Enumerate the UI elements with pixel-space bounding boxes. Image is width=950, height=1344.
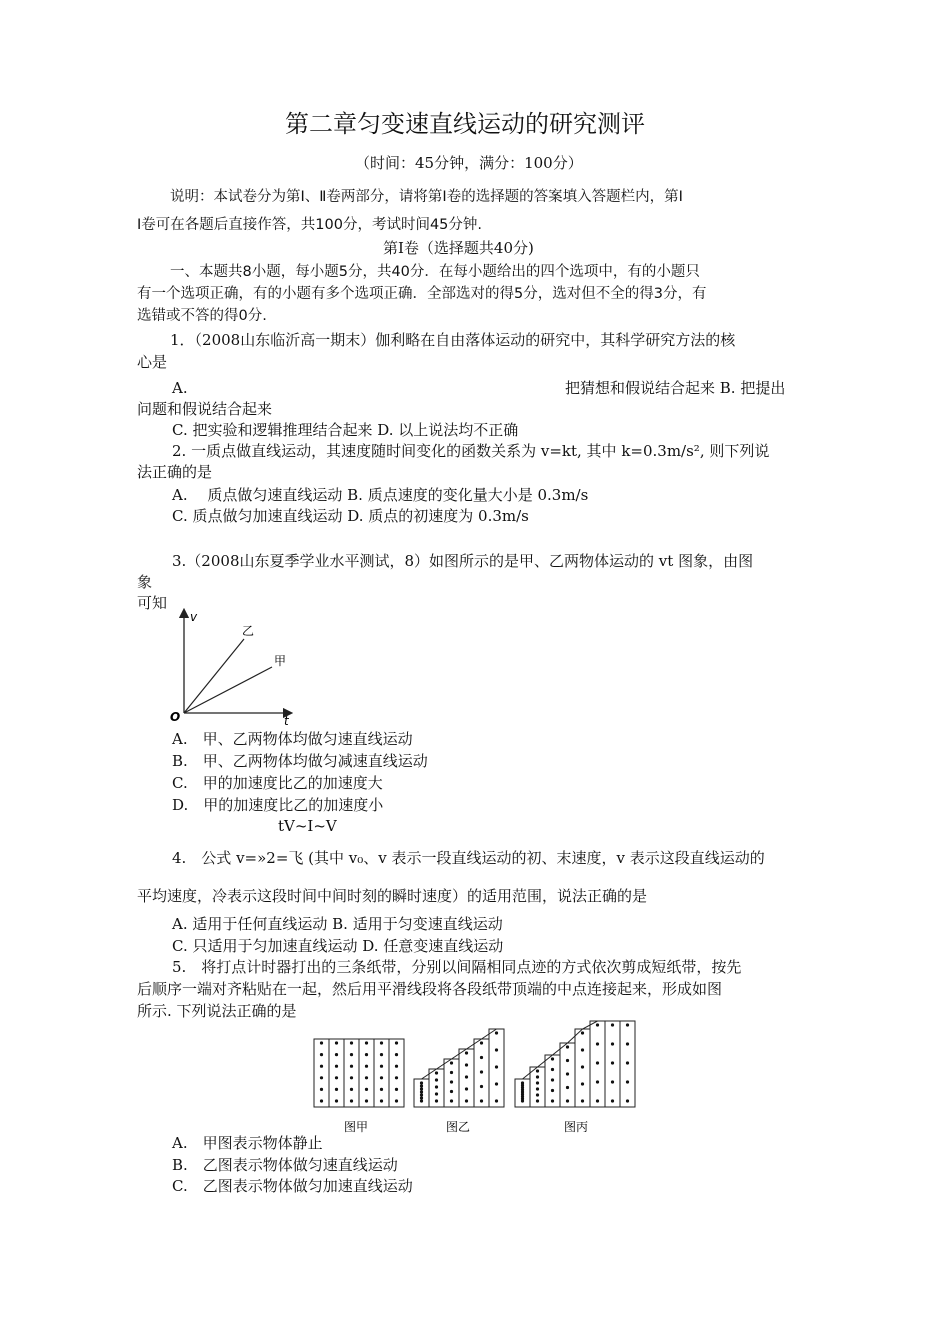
q2-option-a-b: A. 质点做匀速直线运动 B. 质点速度的变化量大小是 0.3m/s — [172, 486, 589, 504]
fig-yi-dot — [435, 1092, 438, 1095]
q3-option-a: A. 甲、乙两物体均做匀速直线运动 — [172, 730, 413, 748]
fig-jia-strip — [314, 1039, 329, 1107]
fig-bing-dot — [551, 1089, 554, 1092]
fig-yi-dot — [420, 1096, 423, 1099]
q3-formula: tV~I~V — [278, 817, 337, 835]
q3-stem-line-2: 象 — [137, 573, 153, 591]
fig-jia-strip — [329, 1039, 344, 1107]
fig-bing-dot — [521, 1081, 524, 1084]
fig-yi-dot — [420, 1081, 423, 1084]
fig-jia-dot — [350, 1053, 353, 1056]
fig-bing-dot — [611, 1099, 614, 1102]
part1-header: 第Ⅰ卷（选择题共40分) — [383, 239, 534, 257]
fig-bing-dot — [581, 1099, 584, 1102]
t-axis-label: t — [284, 714, 289, 727]
section1-line-1: 一、本题共8小题，每小题5分，共40分．在每小题给出的四个选项中，有的小题只 — [170, 264, 700, 280]
fig-jia-dot — [335, 1076, 338, 1079]
q1-option-a-b: 把猜想和假说结合起来 B. 把提出 — [565, 379, 786, 397]
fig-jia-dot — [350, 1076, 353, 1079]
fig-jia-dot — [365, 1076, 368, 1079]
fig-yi-dot — [495, 1048, 498, 1051]
fig-jia-dot — [365, 1099, 368, 1102]
fig-jia-dot — [350, 1065, 353, 1068]
line-jia-label: 甲 — [274, 654, 287, 668]
fig-yi-dot — [435, 1071, 438, 1074]
fig-yi-dot — [495, 1065, 498, 1068]
line-yi — [184, 639, 244, 713]
fig-bing-dot — [536, 1075, 539, 1078]
fig-yi-dot — [480, 1099, 483, 1102]
q5-option-b: B. 乙图表示物体做匀速直线运动 — [172, 1156, 398, 1174]
q2-stem-line-2: 法正确的是 — [137, 463, 213, 481]
fig-bing-dot — [581, 1082, 584, 1085]
fig-jia-dot — [320, 1088, 323, 1091]
fig-yi-dot — [480, 1056, 483, 1059]
fig-bing-dot — [611, 1080, 614, 1083]
fig-bing-dot — [566, 1099, 569, 1102]
q1-option-c-d: C. 把实验和逻辑推理结合起来 D. 以上说法均不正确 — [172, 421, 519, 439]
q5-option-c: C. 乙图表示物体做匀加速直线运动 — [172, 1177, 413, 1195]
fig-bing-dot — [626, 1080, 629, 1083]
fig-jia-dot — [350, 1041, 353, 1044]
q1-option-a-b-cont: 问题和假说结合起来 — [137, 400, 273, 418]
fig-jia-dot — [380, 1088, 383, 1091]
fig-jia-dot — [395, 1099, 398, 1102]
fig-bing-dot — [566, 1045, 569, 1048]
line-yi-label: 乙 — [242, 624, 255, 638]
fig-jia-dot — [320, 1041, 323, 1044]
fig-bing-dot — [596, 1080, 599, 1083]
subtitle: （时间：45分钟，满分：100分） — [355, 154, 583, 172]
fig-yi-dot — [495, 1082, 498, 1085]
fig-jia-dot — [380, 1041, 383, 1044]
fig-yi-dot — [495, 1099, 498, 1102]
fig-jia-dot — [365, 1088, 368, 1091]
fig-bing-dot — [626, 1042, 629, 1045]
fig-bing-dot — [551, 1078, 554, 1081]
fig-bing-dot — [596, 1023, 599, 1026]
fig-bing-dot — [611, 1061, 614, 1064]
fig-bing-dot — [566, 1086, 569, 1089]
fig-yi-dot — [420, 1087, 423, 1090]
fig-jia-dot — [365, 1065, 368, 1068]
fig-yi-dot — [435, 1085, 438, 1088]
fig-jia-dot — [335, 1065, 338, 1068]
fig-bing-dot — [581, 1048, 584, 1051]
fig-jia-label: 图甲 — [344, 1120, 369, 1134]
fig-yi-dot — [450, 1061, 453, 1064]
fig-bing-dot — [536, 1099, 539, 1102]
fig-yi-dot — [480, 1070, 483, 1073]
fig-jia-dot — [335, 1088, 338, 1091]
fig-jia-dot — [380, 1099, 383, 1102]
fig-bing-dot — [566, 1059, 569, 1062]
fig-bing-dot — [596, 1042, 599, 1045]
fig-bing-dot — [566, 1072, 569, 1075]
fig-jia-strip — [359, 1039, 374, 1107]
q2-stem-line-1: 2. 一质点做直线运动，其速度随时间变化的函数关系为 v=kt, 其中 k=0.3m/s², 则下列说 — [172, 442, 770, 460]
fig-bing-dot — [551, 1057, 554, 1060]
fig-jia-dot — [365, 1053, 368, 1056]
fig-yi-dot — [420, 1093, 423, 1096]
fig-jia-dot — [395, 1088, 398, 1091]
q4-option-a-b: A. 适用于任何直线运动 B. 适用于匀变速直线运动 — [172, 915, 503, 933]
fig-bing-dot — [626, 1023, 629, 1026]
fig-jia-dot — [335, 1041, 338, 1044]
fig-jia-dot — [335, 1099, 338, 1102]
fig-bing-label: 图丙 — [564, 1120, 589, 1134]
fig-jia-dot — [320, 1076, 323, 1079]
fig-yi-dot — [480, 1041, 483, 1044]
fig-yi-dot — [480, 1085, 483, 1088]
q5-stem-line-1: 5. 将打点计时器打出的三条纸带，分别以间隔相同点迹的方式依次剪成短纸带，按先 — [172, 958, 742, 976]
q4-stem-line-2: 平均速度，冷表示这段时间中间时刻的瞬时速度）的适用范围，说法正确的是 — [137, 887, 648, 905]
fig-yi-dot — [420, 1090, 423, 1093]
q5-option-a: A. 甲图表示物体静止 — [172, 1134, 323, 1152]
origin-label: O — [170, 710, 181, 724]
q4-option-c-d: C. 只适用于匀加速直线运动 D. 任意变速直线运动 — [172, 937, 504, 955]
fig-jia-dot — [350, 1099, 353, 1102]
fig-yi-dot — [450, 1071, 453, 1074]
q3-option-b: B. 甲、乙两物体均做匀减速直线运动 — [172, 752, 428, 770]
q3-stem-line-3: 可知 — [137, 594, 168, 612]
fig-yi-dot — [465, 1075, 468, 1078]
fig-yi-dot — [435, 1078, 438, 1081]
fig-jia-dot — [395, 1041, 398, 1044]
fig-yi-dot — [465, 1099, 468, 1102]
fig-bing-dot — [626, 1099, 629, 1102]
fig-jia-dot — [380, 1053, 383, 1056]
fig-yi-dot — [450, 1099, 453, 1102]
q1-stem-line-1: 1．（2008山东临沂高一期末）伽利略在自由落体运动的研究中，其科学研究方法的核 — [170, 331, 736, 349]
fig-bing-dot — [551, 1068, 554, 1071]
fig-bing-dot — [536, 1087, 539, 1090]
q1-option-a-label: A. — [172, 379, 188, 397]
q2-option-c-d: C. 质点做匀加速直线运动 D. 质点的初速度为 0.3m/s — [172, 507, 529, 525]
fig-jia-dot — [335, 1053, 338, 1056]
q1-stem-line-2: 心是 — [137, 353, 168, 371]
q3-stem-line-1: 3.（2008山东夏季学业水平测试，8）如图所示的是甲、乙两物体运动的 vt 图象，由图 — [172, 552, 754, 570]
fig-bing-dot — [536, 1069, 539, 1072]
fig-yi-dot — [465, 1051, 468, 1054]
v-axis-label: v — [190, 610, 198, 624]
fig-jia-dot — [380, 1076, 383, 1079]
fig-bing-dot — [596, 1061, 599, 1064]
fig-yi-dot — [495, 1031, 498, 1034]
fig-jia-dot — [380, 1065, 383, 1068]
q5-tape-figures — [300, 1015, 650, 1137]
fig-jia-dot — [320, 1053, 323, 1056]
fig-yi-dot — [435, 1099, 438, 1102]
fig-bing-dot — [611, 1023, 614, 1026]
fig-bing-dot — [596, 1099, 599, 1102]
q5-stem-line-2: 后顺序一端对齐粘贴在一起，然后用平滑线段将各段纸带顶端的中点连接起来，形成如图 — [137, 980, 723, 998]
fig-yi-label: 图乙 — [446, 1120, 471, 1134]
fig-bing-dot — [536, 1081, 539, 1084]
fig-jia-strip — [389, 1039, 404, 1107]
fig-yi-dot — [450, 1090, 453, 1093]
fig-bing-dot — [551, 1099, 554, 1102]
fig-jia-strip — [344, 1039, 359, 1107]
section1-line-3: 选错或不答的得0分. — [137, 308, 267, 324]
q3-option-d: D. 甲的加速度比乙的加速度小 — [172, 796, 384, 814]
section1-line-2: 有一个选项正确，有的小题有多个选项正确．全部选对的得5分，选对但不全的得3分，有 — [137, 286, 707, 302]
fig-jia-dot — [320, 1065, 323, 1068]
fig-jia-dot — [395, 1053, 398, 1056]
fig-jia-strip — [374, 1039, 389, 1107]
fig-yi-dot — [465, 1087, 468, 1090]
fig-yi-dot — [420, 1084, 423, 1087]
fig-bing-dot — [626, 1061, 629, 1064]
fig-jia-dot — [350, 1088, 353, 1091]
fig-bing-dot — [581, 1031, 584, 1034]
fig-bing-dot — [611, 1042, 614, 1045]
fig-yi-dot — [420, 1099, 423, 1102]
instructions-line-2: Ⅰ卷可在各题后直接作答，共100分，考试时间45分钟. — [137, 217, 483, 233]
fig-jia-dot — [365, 1041, 368, 1044]
q3-option-c: C. 甲的加速度比乙的加速度大 — [172, 774, 383, 792]
fig-jia-dot — [395, 1076, 398, 1079]
fig-bing-dot — [536, 1093, 539, 1096]
fig-jia-dot — [320, 1099, 323, 1102]
page-title: 第二章匀变速直线运动的研究测评 — [285, 110, 645, 138]
fig-bing-dot — [581, 1065, 584, 1068]
q3-vt-graph — [160, 605, 300, 727]
line-jia — [184, 667, 272, 713]
instructions-line-1: 说明：本试卷分为第Ⅰ、Ⅱ卷两部分，请将第Ⅰ卷的选择题的答案填入答题栏内，第Ⅰ — [170, 189, 683, 205]
fig-yi-dot — [465, 1063, 468, 1066]
fig-jia-dot — [395, 1065, 398, 1068]
q4-stem-line-1: 4. 公式 v=»2=飞 (其中 v₀、v 表示一段直线运动的初、末速度，v 表示这段直线运动的 — [172, 849, 765, 867]
q5-stem-line-3: 所示. 下列说法正确的是 — [137, 1002, 297, 1020]
fig-yi-dot — [450, 1080, 453, 1083]
